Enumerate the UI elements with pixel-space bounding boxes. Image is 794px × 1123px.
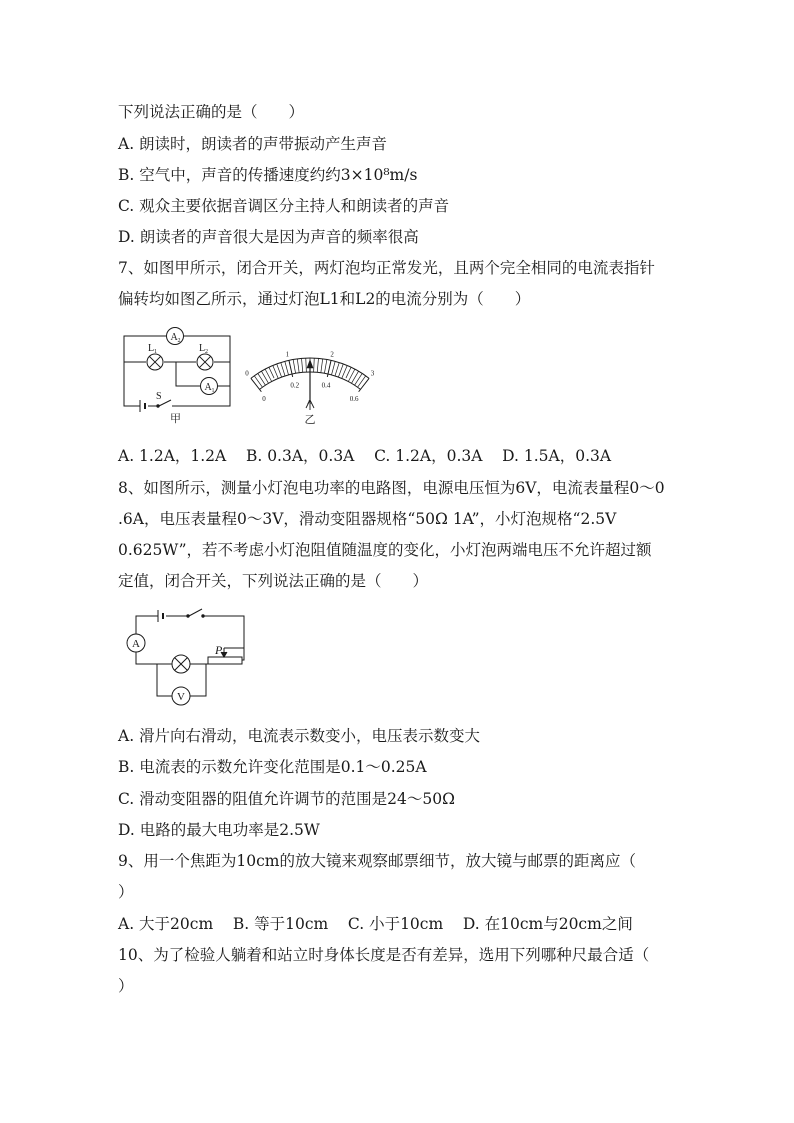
dial-outer-tick-label: 0: [245, 369, 249, 378]
q8-voltmeter-label: V: [177, 691, 185, 703]
dial-tick: [335, 363, 339, 376]
dial-outer-tick-label: 3: [370, 369, 375, 378]
dial-tick: [258, 373, 266, 385]
dial-tick: [324, 359, 326, 373]
dial-outer-tick-label: 1: [285, 350, 290, 359]
dial-inner-tick-label: 0.6: [349, 395, 359, 404]
q7-stem-line-2: 偏转均如图乙所示，通过灯泡L1和L2的电流分别为（ ）: [118, 290, 531, 308]
q8-option-c: C. 滑动变阻器的阻值允许调节的范围是24～50Ω: [118, 790, 455, 808]
dial-tick: [314, 358, 315, 372]
dial-tick: [302, 358, 303, 372]
dial-tick: [359, 378, 369, 391]
q8-option-d: D. 电路的最大电功率是2.5W: [118, 821, 320, 839]
q8-voltmeter-icon: [172, 687, 190, 705]
dial-terminal-label: A: [307, 400, 312, 406]
dial-tick: [285, 361, 289, 375]
q8-stem-line-3: 0.625W”，若不考虑小灯泡阻值随温度的变化，小灯泡两端电压不允许超过额: [118, 541, 652, 559]
lamp-l2-label: L: [199, 343, 206, 354]
q9-options: A. 大于20cm B. 等于10cm C. 小于10cm D. 在10cm与20cm之间: [118, 915, 633, 933]
q8-ammeter-icon: [127, 634, 145, 652]
ammeter-a2-icon: [167, 328, 184, 345]
q8-circuit-wires: [136, 609, 244, 696]
q6-option-a: A. 朗读时，朗读者的声带振动产生声音: [118, 135, 388, 153]
q10-stem-line-1: 10、为了检验人躺着和站立时身体长度是否有差异，选用下列哪种尺最合适（: [118, 946, 650, 964]
dial-inner-tick-label: 0.2: [290, 381, 300, 390]
lamp-l1-subscript: 1: [154, 349, 157, 355]
q6-option-c: C. 观众主要依据音调区分主持人和朗读者的声音: [118, 197, 450, 215]
dial-tick: [306, 358, 307, 372]
q6-stem: 下列说法正确的是（ ）: [118, 103, 305, 121]
q7-circuit-figure: [118, 322, 240, 430]
dial-tick: [254, 376, 262, 387]
lamp-l1-icon: [147, 343, 163, 370]
dial-inner-tick-label: 0: [262, 395, 266, 404]
dial-tick: [355, 373, 363, 385]
q8-option-b: B. 电流表的示数允许变化范围是0.1～0.25A: [118, 758, 427, 776]
ammeter-a1-subscript: 1: [211, 388, 215, 394]
q9-stem-line-2: ）: [118, 883, 134, 901]
q8-stem-line-1: 8、如图所示，测量小灯泡电功率的电路图，电源电压恒为6V，电流表量程0～0: [118, 479, 665, 497]
q7-ammeter-dial-figure: [240, 336, 380, 432]
dial-tick: [281, 363, 285, 376]
dial-tick: [317, 358, 318, 372]
q9-stem-line-1: 9、用一个焦距为10cm的放大镜来观察邮票细节，放大镜与邮票的距离应（: [118, 852, 636, 870]
figure-caption-yi: 乙: [304, 413, 316, 426]
dial-tick: [277, 364, 282, 377]
dial-tick: [297, 359, 299, 373]
dial-tick: [358, 376, 366, 387]
ammeter-a1-label: A: [204, 382, 212, 393]
q8-stem-line-2: .6A，电压表量程0～3V，滑动变阻器规格“50Ω 1A”，小灯泡规格“2.5V: [118, 510, 617, 528]
lamp-l2-subscript: 2: [205, 349, 208, 355]
ammeter-a2-label: A: [170, 332, 178, 343]
figure-caption-jia: 甲: [170, 412, 181, 425]
q7-options: A. 1.2A，1.2A B. 0.3A，0.3A C. 1.2A，0.3A D. 1.5A，0.3A: [118, 447, 612, 465]
switch-label: S: [156, 391, 162, 402]
circuit-wires: [124, 336, 230, 412]
q8-stem-line-4: 定值，闭合开关，下列说法正确的是（ ）: [118, 572, 429, 590]
dial-tick: [346, 367, 351, 378]
q8-ammeter-label: A: [132, 638, 140, 650]
dial-tick: [338, 364, 343, 377]
q8-slider-label: P: [215, 643, 223, 657]
q7-stem-line-1: 7、如图甲所示，闭合开关，两灯泡均正常发光，且两个完全相同的电流表指针: [118, 259, 655, 277]
lamp-l2-icon: [197, 343, 213, 370]
q6-option-b: B. 空气中，声音的传播速度约约3×10⁸m/s: [118, 166, 418, 184]
q10-stem-line-2: ）: [118, 977, 134, 995]
ammeter-a2-subscript: 2: [177, 338, 181, 344]
q8-option-a: A. 滑片向右滑动，电流表示数变小，电压表示数变大: [118, 727, 481, 745]
q6-option-d: D. 朗读者的声音很大是因为声音的频率很高: [118, 228, 419, 246]
dial-tick: [293, 359, 295, 373]
dial-tick: [331, 361, 335, 375]
dial-tick: [251, 378, 261, 391]
lamp-l1-label: L: [148, 343, 155, 354]
dial-outer-tick-label: 2: [330, 350, 334, 359]
dial-inner-tick-label: 0.4: [321, 381, 331, 390]
ammeter-a1-icon: [201, 378, 218, 395]
q8-lamp-icon: [172, 655, 190, 673]
dial-tick: [321, 359, 323, 373]
dial-tick: [269, 367, 274, 378]
q8-circuit-figure: [118, 604, 250, 708]
